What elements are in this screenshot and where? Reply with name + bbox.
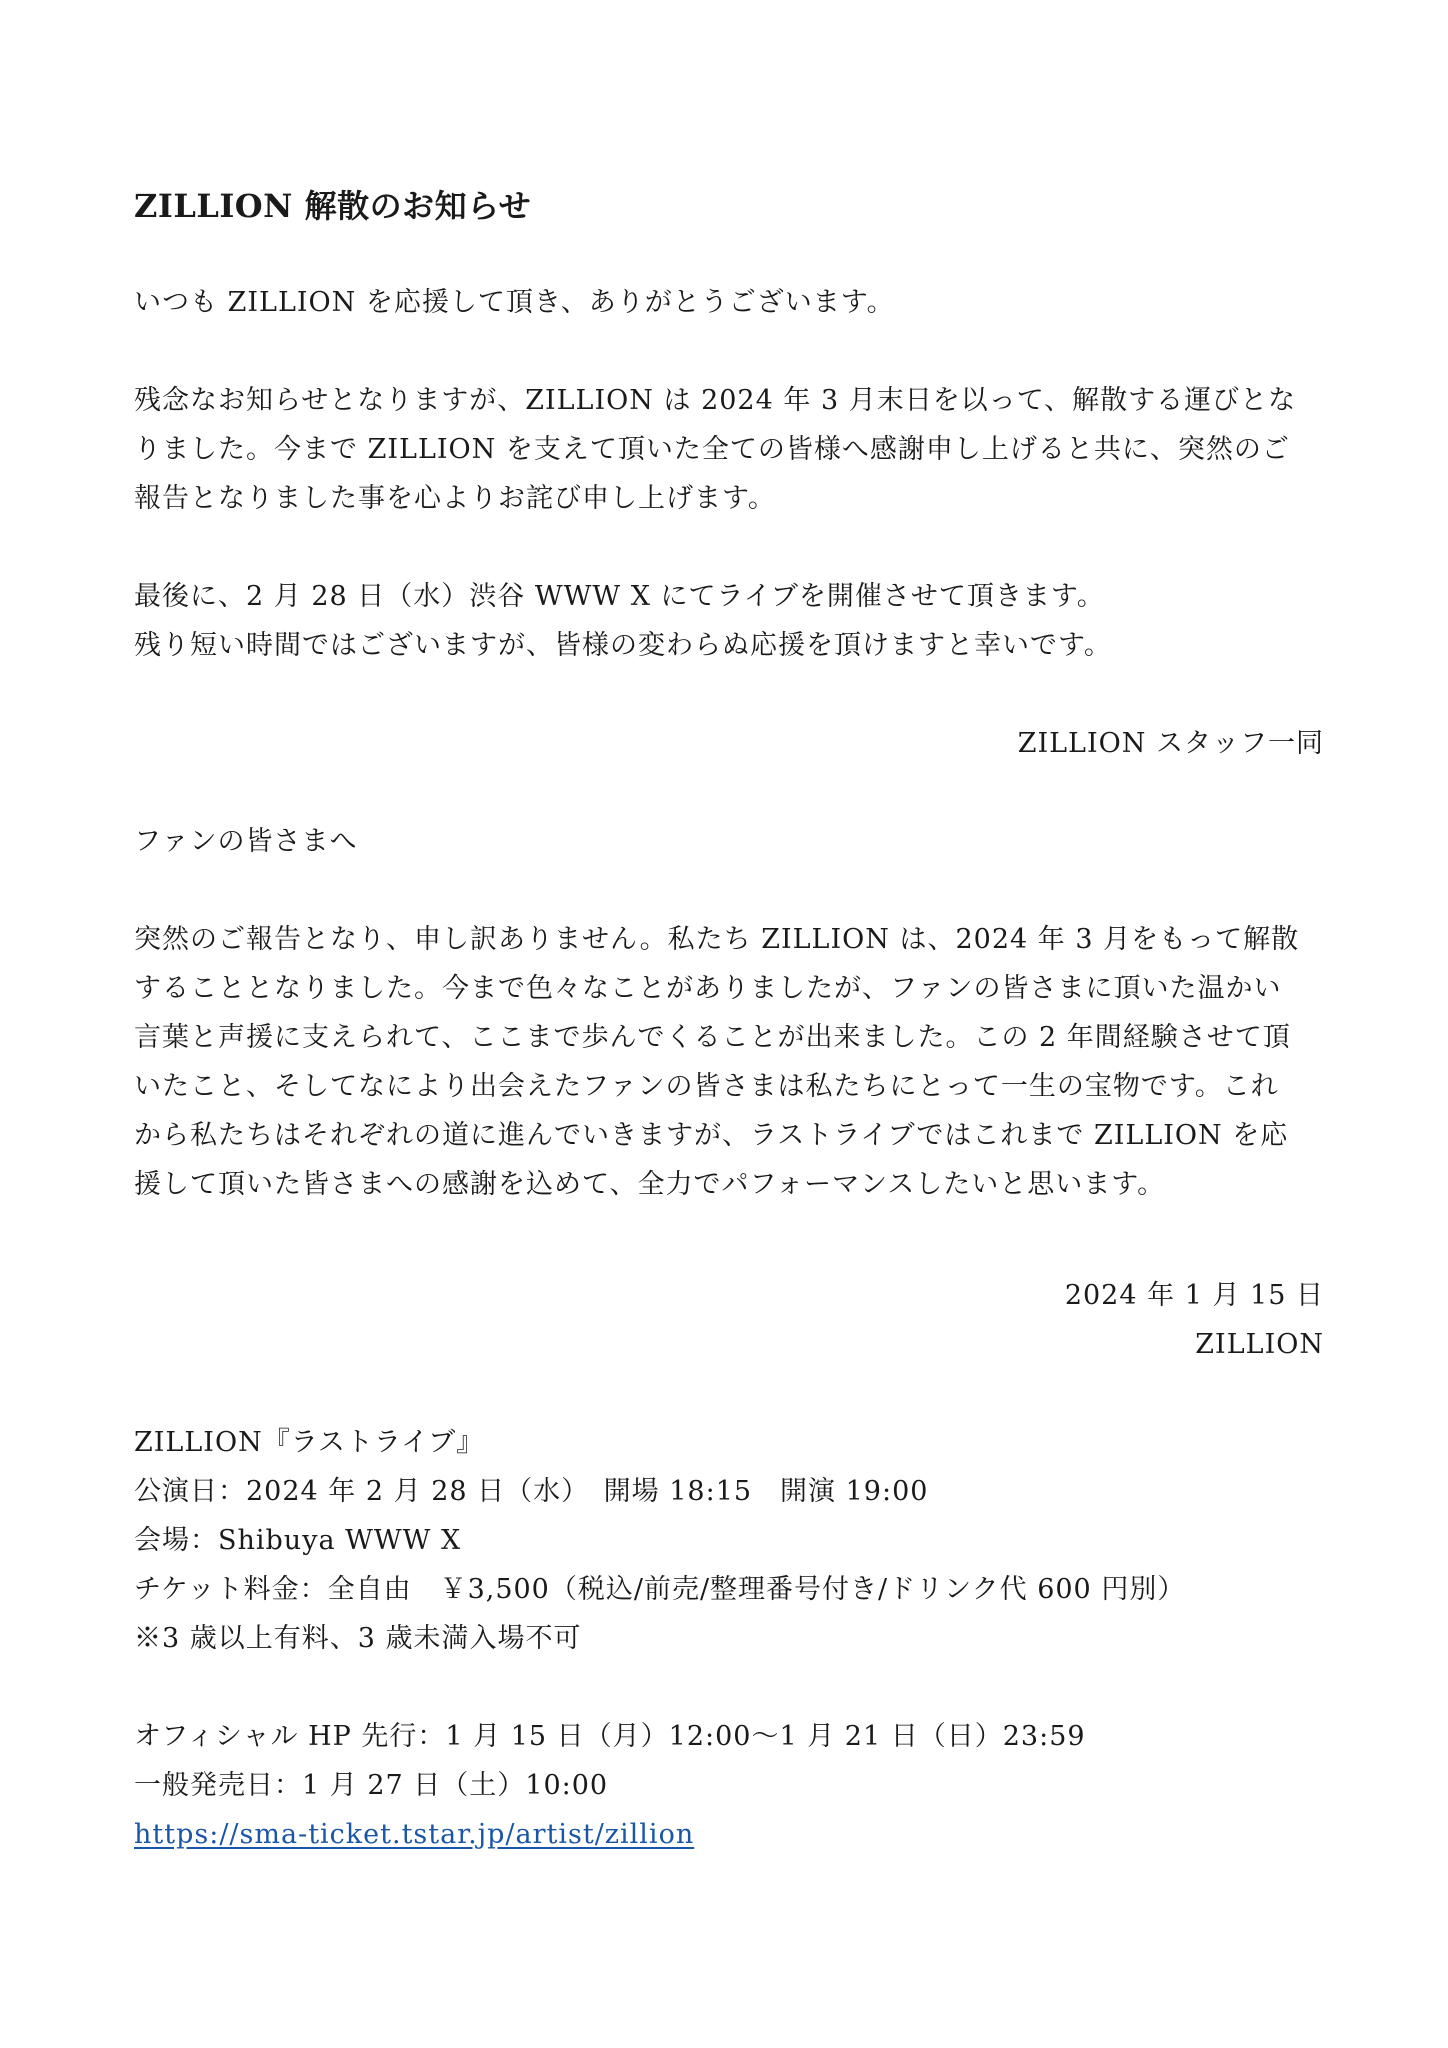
fan-heading-text: ファンの皆さまへ [134, 826, 358, 857]
staff-signature-text: ZILLION スタッフ一同 [1017, 728, 1324, 759]
document-content [134, 178, 1324, 1859]
fan-message-line: 突然のご報告となり、申し訳ありません。私たち ZILLION は、2024 年 3 月をもって解散 [134, 924, 1300, 955]
greeting-paragraph [134, 278, 1324, 327]
event-line: 会場：Shibuya WWW X [134, 1525, 462, 1556]
final-live-paragraph [134, 572, 1324, 670]
fan-message-line: から私たちはそれぞれの道に進んでいきますが、ラストライブではこれまで ZILLION を応 [134, 1120, 1289, 1151]
event-line: ZILLION『ラストライブ』 [134, 1427, 485, 1458]
event-line: チケット料金：全自由 ￥3,500（税込/前売/整理番号付き/ドリンク代 600 円別） [134, 1574, 1186, 1605]
announcement-line: 報告となりました事を心よりお詫び申し上げます。 [134, 483, 776, 514]
event-line: ※3 歳以上有料、3 歳未満入場不可 [134, 1623, 582, 1654]
announcement-paragraph [134, 376, 1324, 523]
fan-message-line: することとなりました。今まで色々なことがありましたが、ファンの皆さまに頂いた温かい [134, 973, 1282, 1004]
final-live-line: 残り短い時間ではございますが、皆様の変わらぬ応援を頂けますと幸いです。 [134, 630, 1112, 661]
ticket-sales-details [134, 1712, 1324, 1859]
greeting-line: いつも ZILLION を応援して頂き、ありがとうございます。 [134, 287, 895, 318]
fan-message-line: 援して頂いた皆さまへの感謝を込めて、全力でパフォーマンスしたいと思います。 [134, 1169, 1166, 1200]
ticket-link[interactable]: https://sma-ticket.tstar.jp/artist/zillion [134, 1819, 695, 1850]
fan-heading [134, 817, 1324, 866]
staff-signature [134, 719, 1324, 768]
event-line: 公演日：2024 年 2 月 28 日（水） 開場 18:15 開演 19:00 [134, 1476, 929, 1507]
announcement-line: りました。今まで ZILLION を支えて頂いた全ての皆様へ感謝申し上げると共に、突然のご [134, 434, 1290, 465]
fan-message-line: いたこと、そしてなにより出会えたファンの皆さまは私たちにとって一生の宝物です。これ [134, 1071, 1279, 1102]
document-signature: ZILLION [1195, 1329, 1324, 1360]
announcement-line: 残念なお知らせとなりますが、ZILLION は 2024 年 3 月末日を以って、解散する運びとな [134, 385, 1297, 416]
document-title: ZILLION 解散のお知らせ [134, 187, 532, 225]
sales-line: 一般発売日：1 月 27 日（土）10:00 [134, 1770, 609, 1801]
fan-message-line: 言葉と声援に支えられて、ここまで歩んでくることが出来ました。この 2 年間経験させて頂 [134, 1022, 1291, 1053]
fan-message-paragraph [134, 915, 1324, 1209]
sales-line: オフィシャル HP 先行：1 月 15 日（月）12:00～1 月 21 日（日）23:59 [134, 1721, 1086, 1752]
date-signature-block [134, 1271, 1324, 1369]
event-details [134, 1418, 1324, 1663]
document-date: 2024 年 1 月 15 日 [1064, 1280, 1324, 1311]
final-live-line: 最後に、2 月 28 日（水）渋谷 WWW X にてライブを開催させて頂きます。 [134, 581, 1105, 612]
